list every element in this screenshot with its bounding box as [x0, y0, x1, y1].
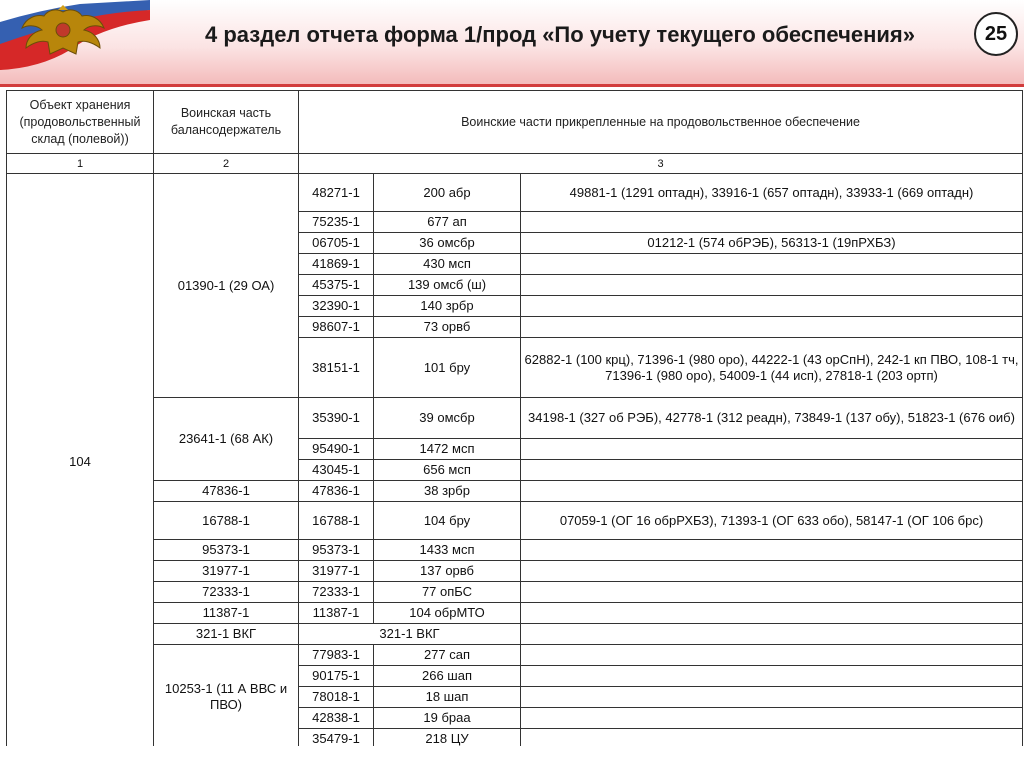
unit-name-cell: 39 омсбр: [374, 398, 521, 439]
unit-name-cell: 73 орвб: [374, 317, 521, 338]
unit-name-cell: 140 зрбр: [374, 296, 521, 317]
storage-object-cell: 104: [7, 174, 154, 750]
unit-cell: 90175-1: [299, 666, 374, 687]
table-header-row: [7, 91, 1023, 154]
unit-cell: 321-1 ВКГ: [299, 624, 521, 645]
unit-name-cell: 677 ап: [374, 212, 521, 233]
unit-cell: 95373-1: [299, 540, 374, 561]
unit-cell: 78018-1: [299, 687, 374, 708]
holder-cell: 47836-1: [154, 481, 299, 502]
table-row: [7, 561, 1023, 582]
holder-cell: 16788-1: [154, 502, 299, 540]
unit-cell: 38151-1: [299, 338, 374, 398]
holder-cell: 95373-1: [154, 540, 299, 561]
attached-units-cell: [521, 687, 1023, 708]
unit-name-cell: 38 зрбр: [374, 481, 521, 502]
unit-name-cell: 200 абр: [374, 174, 521, 212]
column-number: 3: [299, 154, 1023, 174]
unit-name-cell: 218 ЦУ: [374, 729, 521, 750]
attached-units-cell: [521, 317, 1023, 338]
header-storage-object: Объект хранения (продовольственный склад (полевой)): [7, 91, 154, 154]
attached-units-cell: [521, 603, 1023, 624]
unit-cell: 48271-1: [299, 174, 374, 212]
holder-cell: 31977-1: [154, 561, 299, 582]
attached-units-cell: [521, 540, 1023, 561]
table-row: [7, 540, 1023, 561]
page-title: 4 раздел отчета форма 1/прод «По учету текущего обеспечения»: [205, 22, 915, 47]
unit-name-cell: 1472 мсп: [374, 439, 521, 460]
unit-cell: 31977-1: [299, 561, 374, 582]
header-holder-unit: Воинская часть балансодержатель: [154, 91, 299, 154]
table-row: [7, 645, 1023, 666]
unit-cell: 72333-1: [299, 582, 374, 603]
holder-cell: 321-1 ВКГ: [154, 624, 299, 645]
holder-cell: 23641-1 (68 АК): [154, 398, 299, 481]
table-row: [7, 481, 1023, 502]
unit-name-cell: 104 обрМТО: [374, 603, 521, 624]
unit-cell: 47836-1: [299, 481, 374, 502]
unit-name-cell: 19 браа: [374, 708, 521, 729]
unit-name-cell: 139 омсб (ш): [374, 275, 521, 296]
holder-cell: 11387-1: [154, 603, 299, 624]
unit-cell: 43045-1: [299, 460, 374, 481]
unit-cell: 32390-1: [299, 296, 374, 317]
header-divider: [0, 84, 1024, 87]
holder-cell: 72333-1: [154, 582, 299, 603]
unit-cell: 35479-1: [299, 729, 374, 750]
attached-units-cell: [521, 645, 1023, 666]
attached-units-cell: 01212-1 (574 обРЭБ), 56313-1 (19пРХБЗ): [521, 233, 1023, 254]
unit-cell: 98607-1: [299, 317, 374, 338]
attached-units-cell: [521, 624, 1023, 645]
unit-name-cell: 266 шап: [374, 666, 521, 687]
unit-cell: 77983-1: [299, 645, 374, 666]
slide-bottom-edge: [0, 746, 1024, 767]
unit-cell: 11387-1: [299, 603, 374, 624]
attached-units-cell: [521, 212, 1023, 233]
unit-name-cell: 656 мсп: [374, 460, 521, 481]
attached-units-cell: 07059-1 (ОГ 16 обрРХБЗ), 71393-1 (ОГ 633 обо), 58147-1 (ОГ 106 брс): [521, 502, 1023, 540]
unit-cell: 16788-1: [299, 502, 374, 540]
attached-units-cell: [521, 460, 1023, 481]
unit-cell: 45375-1: [299, 275, 374, 296]
attached-units-cell: [521, 666, 1023, 687]
table-row: [7, 582, 1023, 603]
attached-units-cell: [521, 254, 1023, 275]
attached-units-cell: [521, 275, 1023, 296]
unit-name-cell: 104 бру: [374, 502, 521, 540]
column-number: 1: [7, 154, 154, 174]
unit-cell: 06705-1: [299, 233, 374, 254]
attached-units-cell: [521, 582, 1023, 603]
unit-cell: 41869-1: [299, 254, 374, 275]
table-row: [7, 624, 1023, 645]
unit-name-cell: 18 шап: [374, 687, 521, 708]
attached-units-cell: [521, 481, 1023, 502]
unit-name-cell: 1433 мсп: [374, 540, 521, 561]
attached-units-cell: 49881-1 (1291 оптадн), 33916-1 (657 оптадн), 33933-1 (669 оптадн): [521, 174, 1023, 212]
unit-cell: 42838-1: [299, 708, 374, 729]
attached-units-cell: [521, 708, 1023, 729]
unit-cell: 95490-1: [299, 439, 374, 460]
unit-name-cell: 430 мсп: [374, 254, 521, 275]
slide-header: [0, 0, 1024, 86]
unit-cell: 75235-1: [299, 212, 374, 233]
unit-cell: 35390-1: [299, 398, 374, 439]
unit-name-cell: 277 сап: [374, 645, 521, 666]
table-row: [7, 502, 1023, 540]
attached-units-cell: 34198-1 (327 об РЭБ), 42778-1 (312 реадн), 73849-1 (137 обу), 51823-1 (676 оиб): [521, 398, 1023, 439]
table-row: [7, 603, 1023, 624]
double-headed-eagle-icon: [18, 4, 108, 59]
supply-report-table: [6, 90, 1023, 750]
page-number-badge: 25: [974, 12, 1018, 56]
column-number: 2: [154, 154, 299, 174]
unit-name-cell: 101 бру: [374, 338, 521, 398]
attached-units-cell: [521, 296, 1023, 317]
unit-name-cell: 137 орвб: [374, 561, 521, 582]
unit-name-cell: 36 омсбр: [374, 233, 521, 254]
holder-cell: 10253-1 (11 А ВВС и ПВО): [154, 645, 299, 750]
attached-units-cell: [521, 561, 1023, 582]
holder-cell: 01390-1 (29 ОА): [154, 174, 299, 398]
table-row: [7, 174, 1023, 212]
table-row: [7, 398, 1023, 439]
attached-units-cell: [521, 439, 1023, 460]
unit-name-cell: 77 опБС: [374, 582, 521, 603]
header-attached-units: Воинские части прикрепленные на продовольственное обеспечение: [299, 91, 1023, 154]
column-number-row: [7, 154, 1023, 174]
attached-units-cell: 62882-1 (100 крц), 71396-1 (980 оро), 44222-1 (43 орСпН), 242-1 кп ПВО, 108-1 тч, 71396-1 (980 оро), 54009-1 (44 исп), 27818-1 (203 ортп): [521, 338, 1023, 398]
